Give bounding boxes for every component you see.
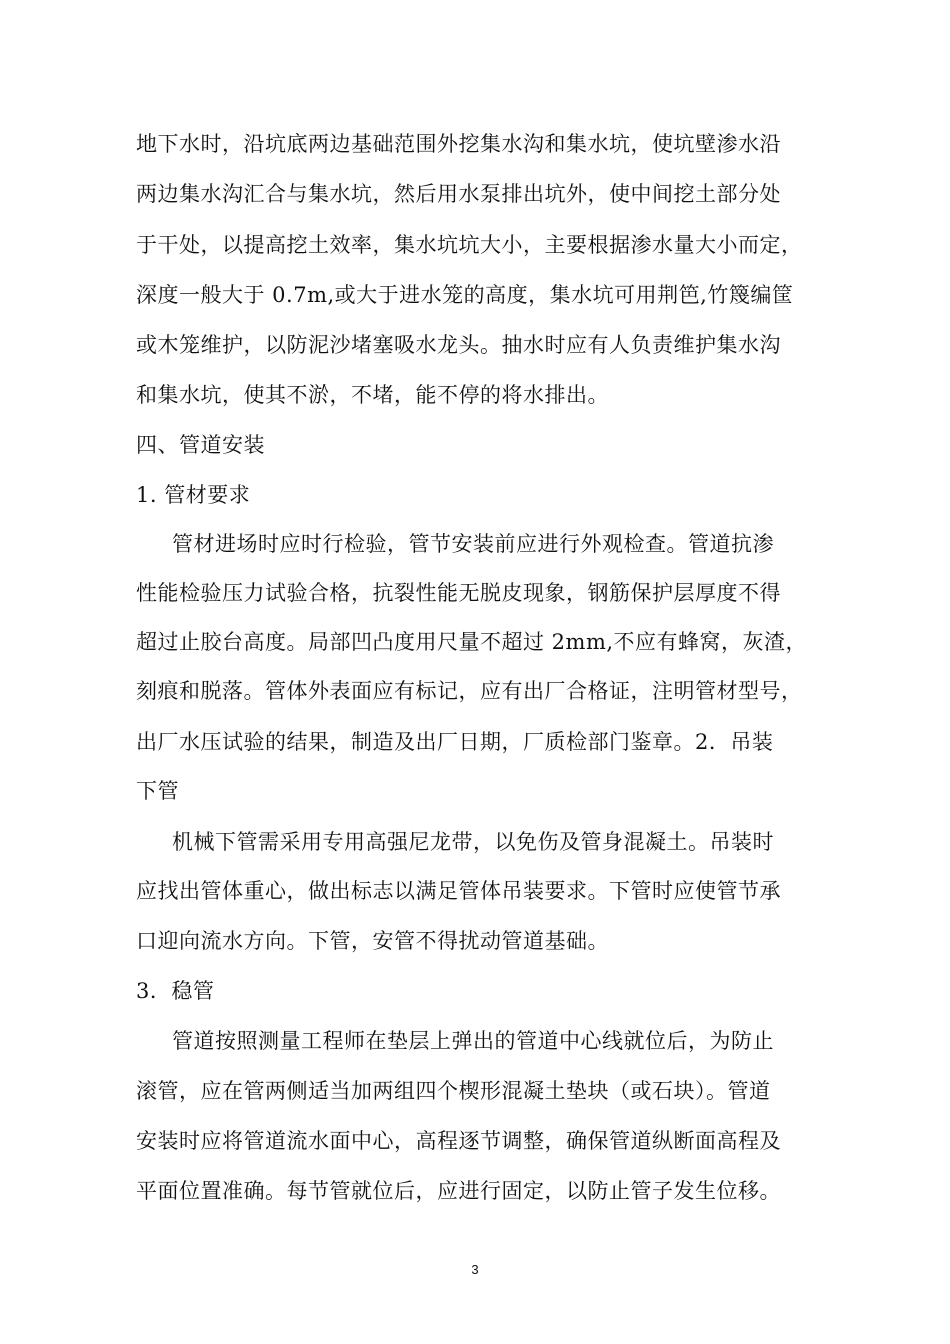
- body-line: 地下水时，沿坑底两边基础范围外挖集水沟和集水坑，使坑壁渗水沿: [136, 132, 781, 156]
- body-line: 管道按照测量工程师在垫层上弹出的管道中心线就位后，为防止: [172, 1029, 774, 1053]
- subsection-heading: 3．稳管: [136, 979, 215, 1003]
- subsection-heading: 1. 管材要求: [136, 483, 251, 507]
- body-line: 管材进场时应时行检验，管节安装前应进行外观检查。管道抗渗: [172, 532, 774, 556]
- body-line: 刻痕和脱落。管体外表面应有标记，应有出厂合格证，注明管材型号，: [136, 679, 803, 703]
- body-line: 于干处，以提高挖土效率，集水坑坑大小，主要根据渗水量大小而定，: [136, 233, 803, 257]
- body-line: 平面位置准确。每节管就位后，应进行固定，以防止管子发生位移。: [136, 1179, 781, 1203]
- body-line: 超过止胶台高度。局部凹凸度用尺量不超过 2mm,不应有蜂窝，灰渣，: [136, 630, 808, 654]
- page-number: 3: [471, 1262, 479, 1277]
- body-line: 两边集水沟汇合与集水坑，然后用水泵排出坑外，使中间挖土部分处: [136, 182, 781, 206]
- body-line: 机械下管需采用专用高强尼龙带，以免伤及管身混凝土。吊装时: [172, 830, 774, 854]
- body-line: 出厂水压试验的结果，制造及出厂日期，厂质检部门鉴章。2．吊装: [136, 730, 774, 754]
- body-line: 或木笼维护，以防泥沙堵塞吸水龙头。抽水时应有人负责维护集水沟: [136, 333, 781, 357]
- body-line: 应找出管体重心，做出标志以满足管体吊装要求。下管时应使管节承: [136, 879, 781, 903]
- body-line: 口迎向流水方向。下管，安管不得扰动管道基础。: [136, 929, 609, 953]
- subsection-heading: 下管: [136, 779, 179, 803]
- body-line: 性能检验压力试验合格，抗裂性能无脱皮现象，钢筋保护层厚度不得: [136, 581, 781, 605]
- section-heading: 四、管道安装: [136, 433, 265, 457]
- body-line: 滚管，应在管两侧适当加两组四个楔形混凝土垫块（或石块）。管道: [136, 1079, 771, 1103]
- body-line: 和集水坑，使其不淤，不堵，能不停的将水排出。: [136, 383, 609, 407]
- body-line: 深度一般大于 0.7m,或大于进水笼的高度，集水坑可用荆笆,竹篾编筐: [136, 283, 794, 307]
- body-line: 安装时应将管道流水面中心，高程逐节调整，确保管道纵断面高程及: [136, 1129, 781, 1153]
